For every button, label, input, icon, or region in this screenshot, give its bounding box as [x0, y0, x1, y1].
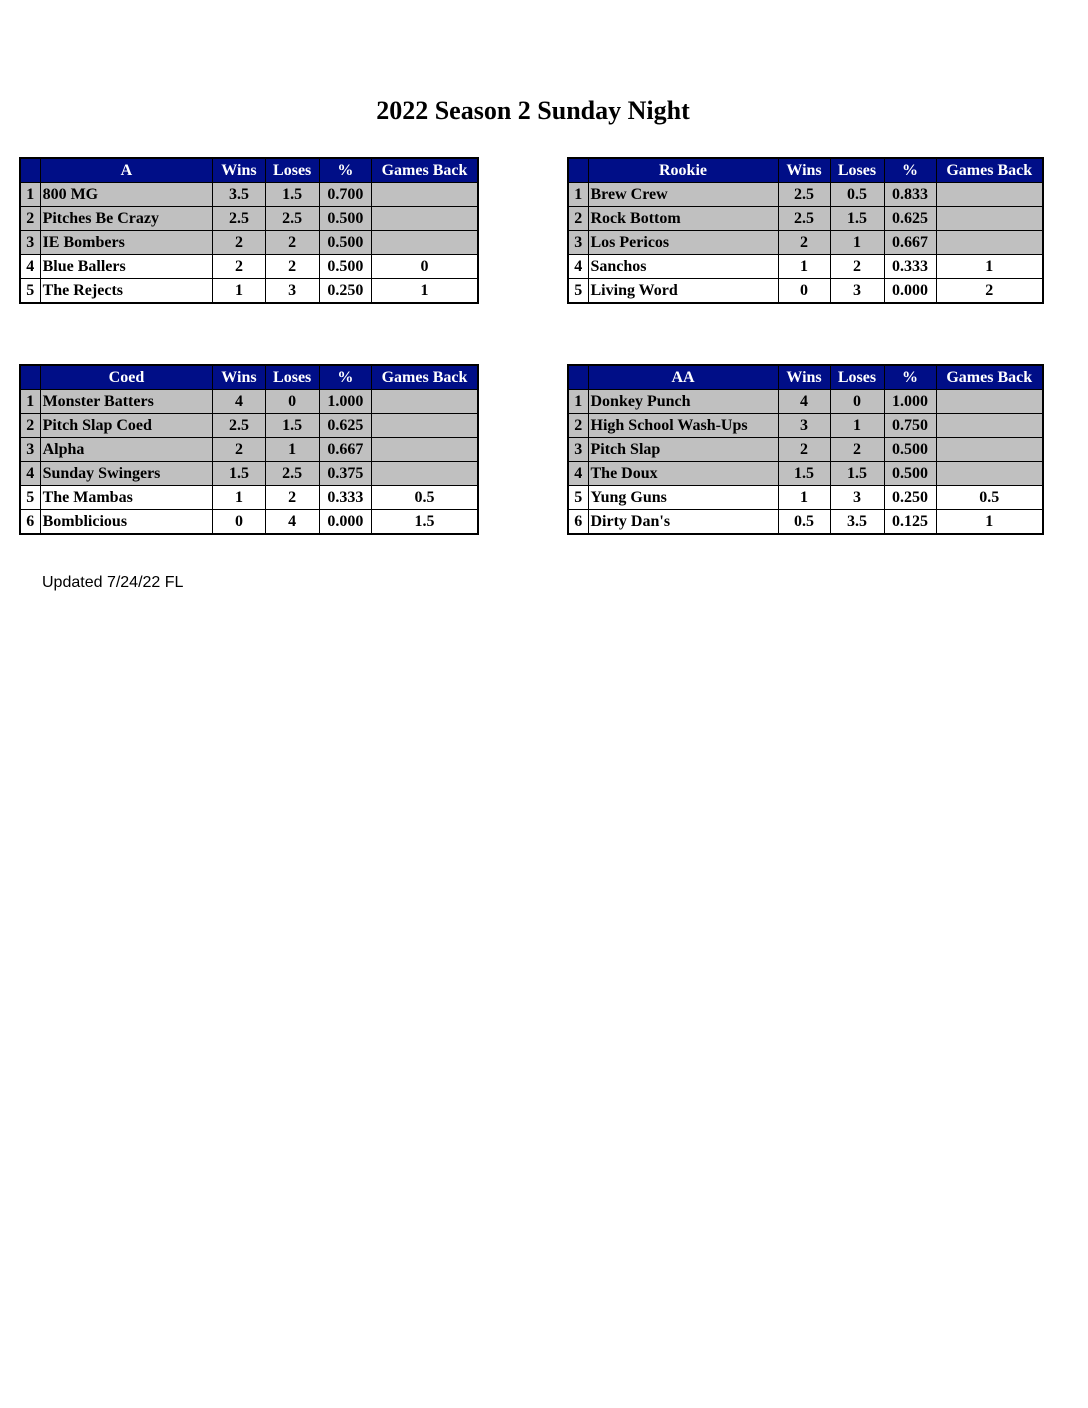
- header-row: [20, 158, 478, 183]
- rank-header: [568, 365, 588, 390]
- games-back-header: Games Back: [372, 365, 479, 390]
- wins-header: Wins: [778, 158, 830, 183]
- wins-cell: 1.5: [778, 462, 830, 486]
- rank-header: [20, 365, 40, 390]
- rank-cell: 1: [20, 183, 40, 207]
- loses-cell: 4: [265, 510, 319, 535]
- games-back-cell: [372, 414, 479, 438]
- table-row: [568, 462, 1043, 486]
- division-name: Coed: [40, 365, 213, 390]
- rank-cell: 3: [568, 438, 588, 462]
- loses-cell: 0: [830, 390, 884, 414]
- table-row: [568, 414, 1043, 438]
- team-name-cell: Dirty Dan's: [588, 510, 778, 535]
- rank-cell: 2: [20, 414, 40, 438]
- games-back-cell: 1: [372, 279, 479, 304]
- rank-cell: 2: [568, 414, 588, 438]
- pct-cell: 1.000: [319, 390, 371, 414]
- table-row: [20, 207, 478, 231]
- pct-cell: 0.833: [884, 183, 936, 207]
- table-row: [20, 279, 478, 304]
- table-row: [20, 414, 478, 438]
- wins-cell: 2: [213, 255, 265, 279]
- table-row: [568, 279, 1043, 304]
- wins-cell: 4: [213, 390, 265, 414]
- wins-cell: 1: [213, 279, 265, 304]
- pct-cell: 0.125: [884, 510, 936, 535]
- rank-cell: 1: [568, 390, 588, 414]
- updated-note: Updated 7/24/22 FL: [42, 574, 184, 591]
- team-name-cell: Los Pericos: [588, 231, 778, 255]
- division-name: A: [40, 158, 213, 183]
- table-row: [568, 510, 1043, 535]
- standings-table-rookie: [567, 157, 1044, 304]
- table-row: [20, 390, 478, 414]
- games-back-header: Games Back: [936, 365, 1043, 390]
- loses-cell: 2: [265, 231, 319, 255]
- wins-cell: 1: [778, 486, 830, 510]
- pct-cell: 0.500: [884, 462, 936, 486]
- games-back-header: Games Back: [372, 158, 479, 183]
- team-name-cell: Living Word: [588, 279, 778, 304]
- rank-cell: 4: [20, 255, 40, 279]
- loses-cell: 2.5: [265, 462, 319, 486]
- rank-cell: 6: [568, 510, 588, 535]
- wins-header: Wins: [213, 158, 265, 183]
- team-name-cell: The Doux: [588, 462, 778, 486]
- loses-cell: 2: [830, 255, 884, 279]
- pct-cell: 0.333: [319, 486, 371, 510]
- rank-cell: 3: [20, 438, 40, 462]
- team-name-cell: Donkey Punch: [588, 390, 778, 414]
- team-name-cell: The Rejects: [40, 279, 213, 304]
- wins-cell: 4: [778, 390, 830, 414]
- team-name-cell: 800 MG: [40, 183, 213, 207]
- loses-cell: 1: [830, 414, 884, 438]
- games-back-header: Games Back: [936, 158, 1043, 183]
- games-back-cell: [936, 462, 1043, 486]
- wins-header: Wins: [213, 365, 265, 390]
- team-name-cell: Rock Bottom: [588, 207, 778, 231]
- team-name-cell: Sanchos: [588, 255, 778, 279]
- rank-header: [568, 158, 588, 183]
- loses-cell: 2: [265, 255, 319, 279]
- wins-cell: 2.5: [778, 207, 830, 231]
- table-row: [568, 231, 1043, 255]
- games-back-cell: [372, 462, 479, 486]
- pct-cell: 0.500: [319, 207, 371, 231]
- games-back-cell: 1: [936, 510, 1043, 535]
- pct-cell: 0.375: [319, 462, 371, 486]
- games-back-cell: 0.5: [936, 486, 1043, 510]
- wins-cell: 3.5: [213, 183, 265, 207]
- table-row: [20, 231, 478, 255]
- rank-cell: 1: [20, 390, 40, 414]
- pct-cell: 0.750: [884, 414, 936, 438]
- rank-cell: 5: [568, 279, 588, 304]
- games-back-cell: [372, 231, 479, 255]
- table-row: [20, 510, 478, 535]
- team-name-cell: Brew Crew: [588, 183, 778, 207]
- pct-cell: 0.333: [884, 255, 936, 279]
- games-back-cell: 2: [936, 279, 1043, 304]
- team-name-cell: Alpha: [40, 438, 213, 462]
- division-name: Rookie: [588, 158, 778, 183]
- loses-cell: 3: [265, 279, 319, 304]
- loses-cell: 1.5: [265, 183, 319, 207]
- team-name-cell: Pitch Slap Coed: [40, 414, 213, 438]
- rank-cell: 4: [568, 255, 588, 279]
- wins-cell: 2: [213, 231, 265, 255]
- page-title: 2022 Season 2 Sunday Night: [376, 96, 690, 125]
- team-name-cell: IE Bombers: [40, 231, 213, 255]
- standings-table-aa: [567, 364, 1044, 535]
- loses-cell: 0: [265, 390, 319, 414]
- loses-cell: 1.5: [265, 414, 319, 438]
- loses-header: Loses: [265, 158, 319, 183]
- standings-table-coed: [19, 364, 479, 535]
- pct-cell: 0.250: [884, 486, 936, 510]
- games-back-cell: 0.5: [372, 486, 479, 510]
- pct-cell: 0.500: [319, 255, 371, 279]
- loses-header: Loses: [830, 158, 884, 183]
- wins-cell: 1.5: [213, 462, 265, 486]
- pct-cell: 0.700: [319, 183, 371, 207]
- wins-cell: 1: [213, 486, 265, 510]
- games-back-cell: [936, 231, 1043, 255]
- pct-cell: 1.000: [884, 390, 936, 414]
- rank-cell: 2: [568, 207, 588, 231]
- games-back-cell: [372, 390, 479, 414]
- rank-cell: 6: [20, 510, 40, 535]
- games-back-cell: [936, 183, 1043, 207]
- loses-cell: 2.5: [265, 207, 319, 231]
- team-name-cell: Monster Batters: [40, 390, 213, 414]
- wins-cell: 0.5: [778, 510, 830, 535]
- pct-cell: 0.500: [319, 231, 371, 255]
- wins-cell: 3: [778, 414, 830, 438]
- table-row: [20, 183, 478, 207]
- team-name-cell: High School Wash-Ups: [588, 414, 778, 438]
- team-name-cell: Yung Guns: [588, 486, 778, 510]
- games-back-cell: 0: [372, 255, 479, 279]
- rank-cell: 1: [568, 183, 588, 207]
- wins-cell: 2: [213, 438, 265, 462]
- rank-header: [20, 158, 40, 183]
- rank-cell: 5: [568, 486, 588, 510]
- wins-header: Wins: [778, 365, 830, 390]
- wins-cell: 2: [778, 438, 830, 462]
- header-row: [568, 365, 1043, 390]
- pct-header: %: [319, 158, 371, 183]
- pct-cell: 0.000: [319, 510, 371, 535]
- games-back-cell: 1: [936, 255, 1043, 279]
- rank-cell: 4: [20, 462, 40, 486]
- loses-header: Loses: [265, 365, 319, 390]
- standings-table-a: [19, 157, 479, 304]
- games-back-cell: [936, 438, 1043, 462]
- table-row: [568, 438, 1043, 462]
- games-back-cell: [372, 438, 479, 462]
- loses-cell: 0.5: [830, 183, 884, 207]
- table-row: [20, 255, 478, 279]
- pct-cell: 0.250: [319, 279, 371, 304]
- loses-cell: 2: [830, 438, 884, 462]
- games-back-cell: [936, 390, 1043, 414]
- pct-cell: 0.625: [319, 414, 371, 438]
- loses-cell: 1: [830, 231, 884, 255]
- pct-cell: 0.000: [884, 279, 936, 304]
- pct-header: %: [884, 365, 936, 390]
- loses-cell: 1: [265, 438, 319, 462]
- pct-header: %: [319, 365, 371, 390]
- table-row: [20, 486, 478, 510]
- games-back-cell: [372, 183, 479, 207]
- rank-cell: 5: [20, 486, 40, 510]
- games-back-cell: 1.5: [372, 510, 479, 535]
- table-row: [568, 486, 1043, 510]
- rank-cell: 2: [20, 207, 40, 231]
- rank-cell: 5: [20, 279, 40, 304]
- team-name-cell: The Mambas: [40, 486, 213, 510]
- loses-cell: 1.5: [830, 207, 884, 231]
- wins-cell: 2.5: [213, 414, 265, 438]
- team-name-cell: Pitches Be Crazy: [40, 207, 213, 231]
- rank-cell: 3: [20, 231, 40, 255]
- header-row: [568, 158, 1043, 183]
- table-row: [20, 438, 478, 462]
- table-row: [20, 462, 478, 486]
- wins-cell: 2.5: [778, 183, 830, 207]
- header-row: [20, 365, 478, 390]
- pct-cell: 0.667: [884, 231, 936, 255]
- loses-cell: 3.5: [830, 510, 884, 535]
- wins-cell: 2.5: [213, 207, 265, 231]
- wins-cell: 0: [778, 279, 830, 304]
- table-row: [568, 207, 1043, 231]
- team-name-cell: Sunday Swingers: [40, 462, 213, 486]
- wins-cell: 0: [213, 510, 265, 535]
- team-name-cell: Blue Ballers: [40, 255, 213, 279]
- team-name-cell: Pitch Slap: [588, 438, 778, 462]
- pct-cell: 0.500: [884, 438, 936, 462]
- loses-cell: 3: [830, 486, 884, 510]
- table-row: [568, 183, 1043, 207]
- games-back-cell: [936, 207, 1043, 231]
- loses-cell: 1.5: [830, 462, 884, 486]
- division-name: AA: [588, 365, 778, 390]
- loses-header: Loses: [830, 365, 884, 390]
- table-row: [568, 390, 1043, 414]
- loses-cell: 2: [265, 486, 319, 510]
- games-back-cell: [372, 207, 479, 231]
- loses-cell: 3: [830, 279, 884, 304]
- wins-cell: 2: [778, 231, 830, 255]
- pct-cell: 0.667: [319, 438, 371, 462]
- pct-cell: 0.625: [884, 207, 936, 231]
- team-name-cell: Bomblicious: [40, 510, 213, 535]
- rank-cell: 3: [568, 231, 588, 255]
- table-row: [568, 255, 1043, 279]
- pct-header: %: [884, 158, 936, 183]
- wins-cell: 1: [778, 255, 830, 279]
- games-back-cell: [936, 414, 1043, 438]
- rank-cell: 4: [568, 462, 588, 486]
